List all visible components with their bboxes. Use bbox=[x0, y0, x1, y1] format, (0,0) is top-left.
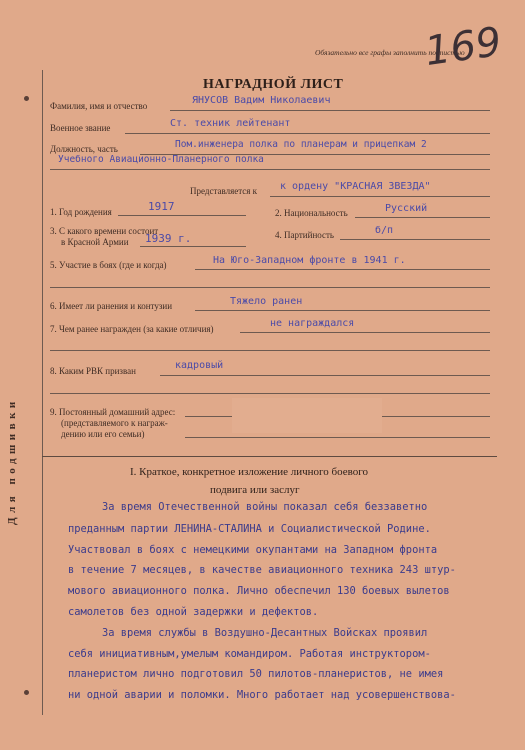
presented-value: к ордену "КРАСНАЯ ЗВЕЗДА" bbox=[280, 181, 431, 192]
field-underline bbox=[270, 196, 490, 197]
body-line: ни одной аварии и поломки. Много работает над усовершенствова- bbox=[68, 689, 456, 701]
birth-year-value: 1917 bbox=[148, 200, 175, 213]
army-since-label-line2: в Красной Армии bbox=[61, 237, 129, 247]
wounds-label: 6. Имеет ли ранения и контузии bbox=[50, 301, 173, 311]
wounds-value: Тяжело ранен bbox=[230, 296, 303, 307]
army-since-label-line1: 3. С какого времени состоит bbox=[50, 226, 159, 236]
handwritten-number: 169 bbox=[422, 18, 505, 76]
rvk-label: 8. Каким РВК призван bbox=[50, 366, 136, 376]
body-line: планеристом лично подготовил 50 пилотов-планеристов, не имея bbox=[68, 668, 444, 680]
address-label-line3: дению или его семьи) bbox=[61, 429, 145, 439]
field-underline bbox=[125, 133, 490, 134]
field-underline bbox=[50, 350, 490, 351]
address-label-line2: (представляемого к награж- bbox=[61, 418, 168, 428]
position-label: Должность, часть bbox=[50, 144, 118, 154]
name-label: Фамилия, имя и отчество bbox=[50, 101, 148, 111]
battles-label: 5. Участие в боях (где и когда) bbox=[50, 260, 167, 270]
prior-awards-value: не награждался bbox=[270, 318, 355, 329]
body-line: себя инициативным,умелым командиром. Работая инструктором- bbox=[68, 648, 431, 660]
field-underline bbox=[118, 215, 246, 216]
body-line: За время службы в Воздушно-Десантных Войсках проявил bbox=[102, 627, 428, 639]
section-divider bbox=[42, 456, 497, 457]
body-line: преданным партии ЛЕНИНА-СТАЛИНА и Социалистической Родине. bbox=[68, 523, 431, 535]
name-value: ЯНУСОВ Вадим Николаевич bbox=[192, 95, 331, 106]
field-underline bbox=[195, 310, 490, 311]
birth-year-label: 1. Год рождения bbox=[50, 207, 112, 217]
section-heading-line2: подвига или заслуг bbox=[210, 484, 300, 496]
prior-awards-label: 7. Чем ранее награжден (за какие отличия) bbox=[50, 324, 214, 334]
binding-margin-line bbox=[42, 70, 43, 715]
nationality-value: Русский bbox=[385, 203, 428, 214]
field-underline bbox=[355, 217, 490, 218]
address-label-line1: 9. Постоянный домашний адрес: bbox=[50, 407, 176, 417]
field-underline bbox=[170, 110, 490, 111]
field-underline bbox=[185, 437, 490, 438]
body-line: Участвовал в боях с немецкими окупантами на Западном фронта bbox=[68, 544, 438, 556]
field-underline bbox=[340, 239, 490, 240]
field-underline bbox=[195, 269, 490, 270]
body-line: в течение 7 месяцев, в качестве авиационного техника 243 штур- bbox=[68, 564, 456, 576]
field-underline bbox=[50, 393, 490, 394]
presented-label: Представляется к bbox=[190, 186, 258, 196]
position-value-line2: Учебного Авиационно-Планерного полка bbox=[58, 154, 264, 165]
body-line: За время Отечественной войны показал себя беззаветно bbox=[102, 501, 428, 513]
field-underline bbox=[50, 287, 490, 288]
document-title: НАГРАДНОЙ ЛИСТ bbox=[203, 77, 344, 92]
nationality-label: 2. Национальность bbox=[275, 208, 348, 218]
punch-hole-mark bbox=[24, 96, 29, 101]
body-line: мового авиационного полка. Лично обеспечил 130 боевых вылетов bbox=[68, 585, 450, 597]
section-heading-line1: I. Краткое, конкретное изложение личного боевого bbox=[130, 466, 369, 478]
rank-label: Военное звание bbox=[50, 123, 111, 133]
binding-side-label: Для подшивки bbox=[6, 397, 18, 525]
army-since-value: 1939 г. bbox=[145, 232, 192, 245]
field-underline bbox=[240, 332, 490, 333]
body-line: самолетов без одной задержки и дефектов. bbox=[68, 606, 319, 618]
battles-value: На Юго-Западном фронте в 1941 г. bbox=[213, 255, 406, 266]
field-underline bbox=[50, 169, 490, 170]
redacted-area bbox=[232, 398, 382, 433]
rvk-value: кадровый bbox=[175, 360, 224, 371]
punch-hole-mark bbox=[24, 690, 29, 695]
rank-value: Ст. техник лейтенант bbox=[170, 118, 291, 129]
party-value: б/п bbox=[375, 225, 394, 236]
fill-instruction-note: Обязательно все графы заполнить подпистью bbox=[315, 48, 465, 57]
party-label: 4. Партийность bbox=[275, 230, 335, 240]
position-value-line1: Пом.инженера полка по планерам и прицепкам 2 bbox=[175, 139, 427, 150]
field-underline bbox=[160, 375, 490, 376]
field-underline bbox=[140, 246, 246, 247]
